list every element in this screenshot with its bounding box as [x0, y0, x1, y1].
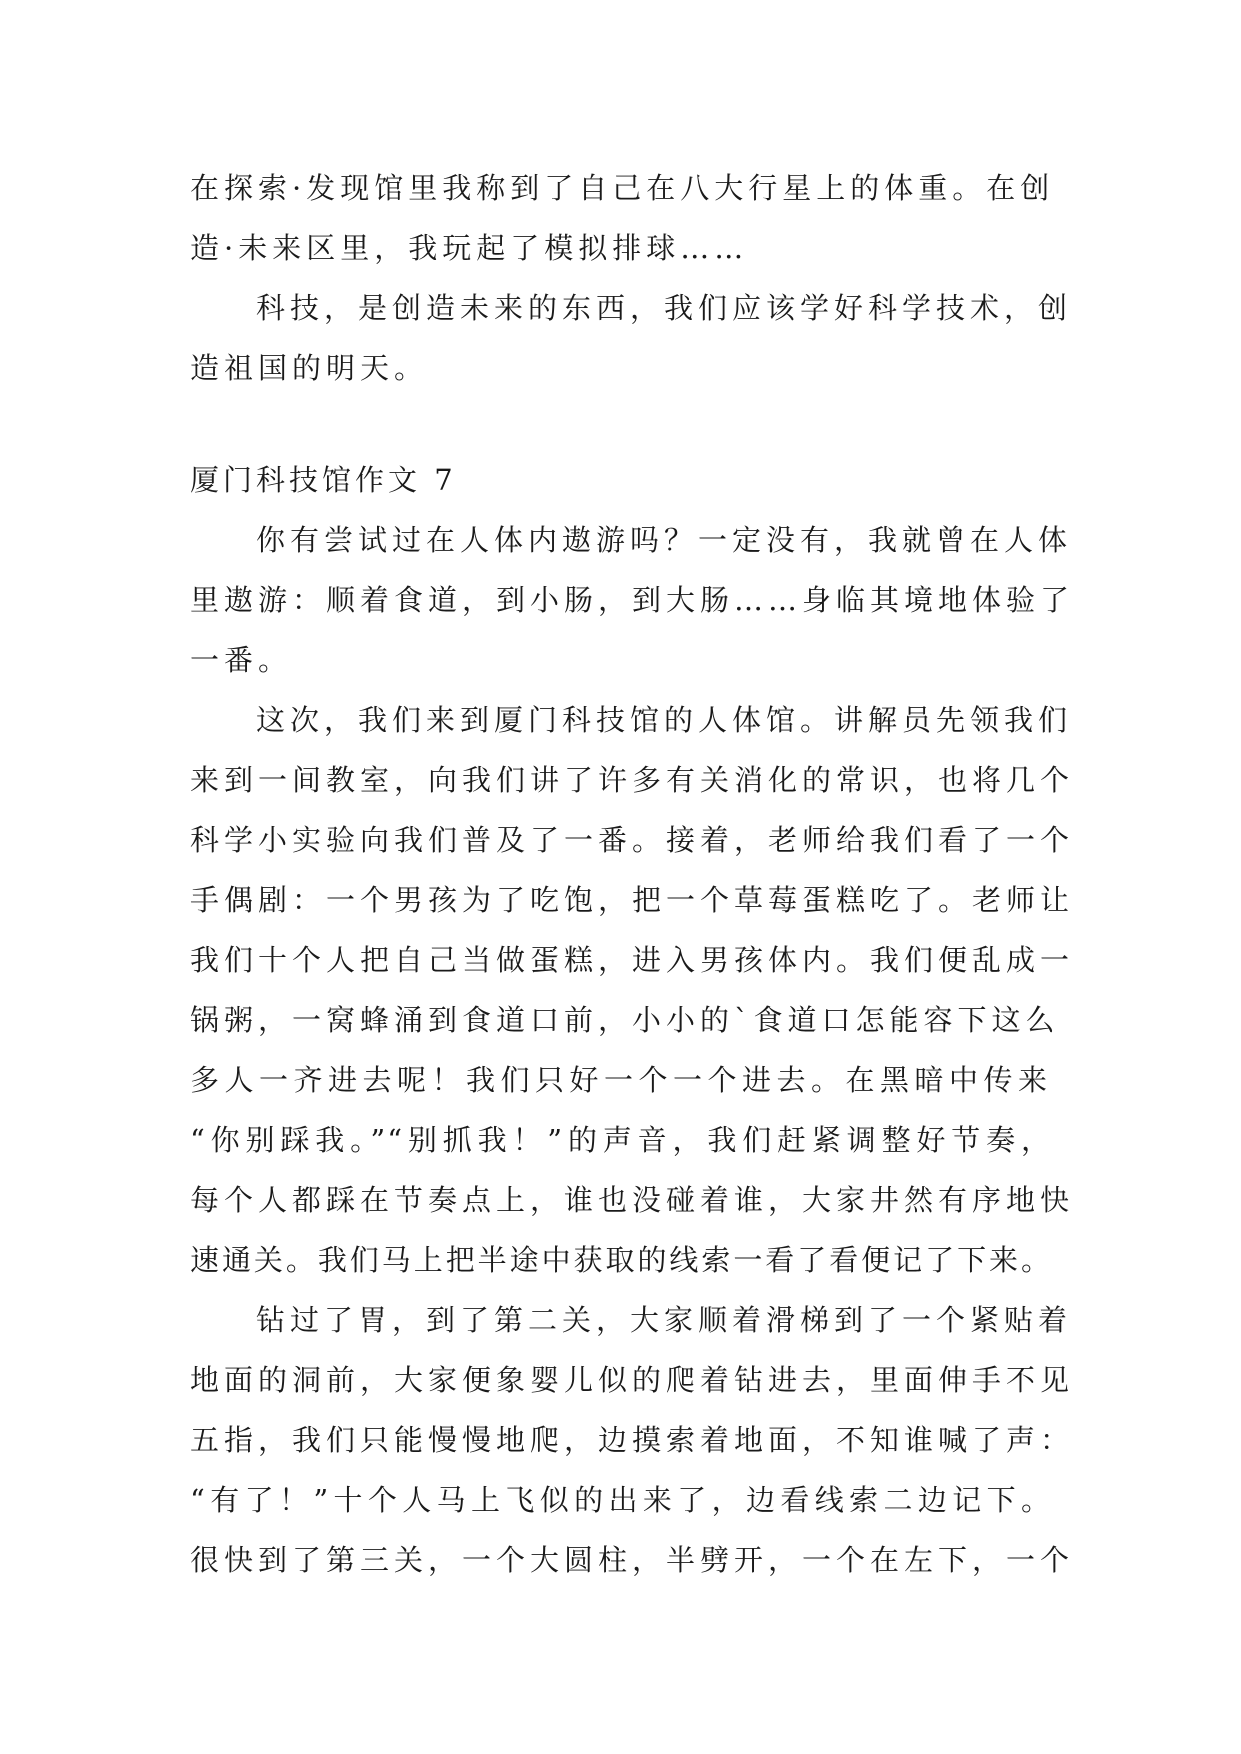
text-line: 很快到了第三关，一个大圆柱，半劈开，一个在左下，一个 — [190, 1543, 1075, 1577]
text-line: “你别踩我。”“别抓我！”的声音，我们赶紧调整好节奏， — [190, 1123, 1052, 1157]
text-line: 多人一齐进去呢！我们只好一个一个进去。在黑暗中传来 — [190, 1063, 1052, 1097]
essay-paragraph-3 — [190, 1290, 1075, 1590]
text-line: 在探索·发现馆里我称到了自己在八大行星上的体重。在创 — [190, 171, 1055, 205]
text-line: 你有尝试过在人体内遨游吗？一定没有，我就曾在人体 — [256, 523, 1073, 557]
text-line: “有了！”十个人马上飞似的出来了，边看线索二边记下。 — [190, 1483, 1052, 1517]
text-line: 钻过了胃，到了第二关，大家顺着滑梯到了一个紧贴着 — [256, 1303, 1073, 1337]
text-line: 地面的洞前，大家便象婴儿似的爬着钻进去，里面伸手不见 — [190, 1363, 1075, 1397]
essay-paragraph-2 — [190, 690, 1075, 1290]
text-line: 科技，是创造未来的东西，我们应该学好科学技术，创 — [256, 291, 1073, 325]
text-line: 造·未来区里，我玩起了模拟排球…… — [190, 231, 749, 265]
essay-paragraph-1 — [190, 510, 1075, 690]
text-line: 造祖国的明天。 — [190, 351, 429, 385]
text-line: 来到一间教室，向我们讲了许多有关消化的常识，也将几个 — [190, 763, 1075, 797]
text-line: 锅粥，一窝蜂涌到食道口前，小小的`食道口怎能容下这么 — [190, 1003, 1060, 1037]
text-line: 一番。 — [190, 643, 293, 677]
text-line: 速通关。我们马上把半途中获取的线索一看了看便记了下来。 — [190, 1243, 1052, 1277]
intro-paragraph-2 — [190, 278, 1073, 398]
section-gap — [190, 398, 1052, 450]
text-line: 这次，我们来到厦门科技馆的人体馆。讲解员先领我们 — [256, 703, 1073, 737]
text-line: 手偶剧：一个男孩为了吃饱，把一个草莓蛋糕吃了。老师让 — [190, 883, 1075, 917]
text-line: 每个人都踩在节奏点上，谁也没碰着谁，大家井然有序地快 — [190, 1183, 1075, 1217]
text-line: 我们十个人把自己当做蛋糕，进入男孩体内。我们便乱成一 — [190, 943, 1075, 977]
text-line: 里遨游：顺着食道，到小肠，到大肠……身临其境地体验了 — [190, 583, 1075, 617]
intro-paragraph-1 — [190, 158, 1055, 278]
text-line: 五指，我们只能慢慢地爬，边摸索着地面，不知谁喊了声： — [190, 1423, 1075, 1457]
text-line: 科学小实验向我们普及了一番。接着，老师给我们看了一个 — [190, 823, 1075, 857]
essay-title: 厦门科技馆作文 7 — [190, 463, 457, 497]
document-body — [190, 158, 1075, 1590]
